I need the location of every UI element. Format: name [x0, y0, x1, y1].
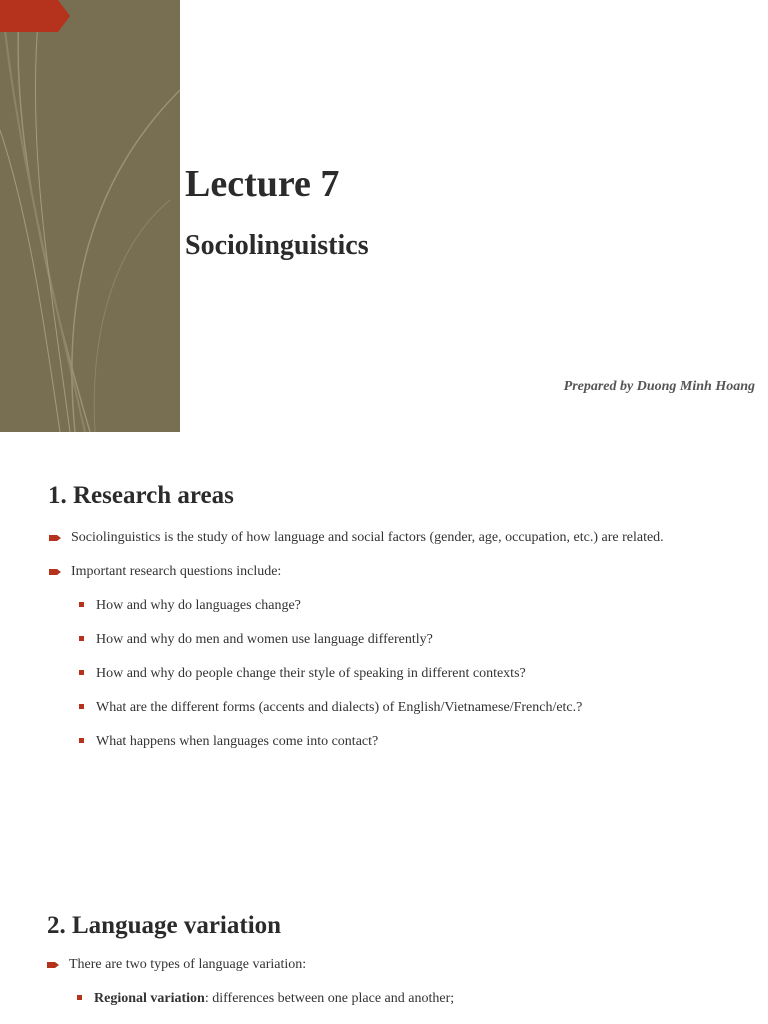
square-bullet-icon [79, 670, 84, 675]
definition-text: : differences between one place and another; [204, 991, 455, 1006]
square-bullet-icon [79, 602, 84, 607]
bullet-item [69, 957, 306, 973]
sub-bullet-text: How and why do languages change? [96, 598, 301, 613]
lecture-subtitle: Sociolinguistics [185, 230, 369, 261]
author-credit: Prepared by Duong Minh Hoang [563, 379, 755, 394]
sub-bullet-item [96, 700, 582, 716]
section-heading: 2. Language variation [47, 912, 282, 939]
sub-bullet-item [96, 632, 433, 648]
red-arrow-tab-icon [0, 0, 70, 32]
decorative-side-panel [0, 0, 180, 432]
sub-bullet-item [96, 734, 378, 750]
lecture-title: Lecture 7 [185, 163, 340, 205]
research-areas-slide [0, 432, 768, 864]
term-text: Regional variation [94, 991, 205, 1006]
sub-bullet-text: How and why do people change their style of speaking in different contexts? [96, 666, 526, 681]
square-bullet-icon [79, 738, 84, 743]
sub-bullet-item [94, 991, 454, 1007]
language-variation-slide [0, 864, 768, 1024]
arrow-bullet-icon [47, 961, 59, 969]
title-slide [0, 0, 768, 432]
sub-bullet-item [96, 666, 526, 682]
bullet-text: Sociolinguistics is the study of how language and social factors (gender, age, occupation, etc.) are related. [71, 530, 664, 545]
square-bullet-icon [79, 704, 84, 709]
bullet-item [71, 564, 281, 580]
decorative-curves-icon [0, 0, 180, 432]
section-heading: 1. Research areas [48, 482, 234, 509]
arrow-bullet-icon [49, 568, 61, 576]
sub-bullet-text: What are the different forms (accents and dialects) of English/Vietnamese/French/etc.? [96, 700, 583, 715]
square-bullet-icon [77, 995, 82, 1000]
bullet-text: There are two types of language variation: [69, 957, 307, 972]
bullet-text: Important research questions include: [71, 564, 282, 579]
arrow-bullet-icon [49, 534, 61, 542]
sub-bullet-item [96, 598, 301, 614]
bullet-item [71, 530, 664, 546]
sub-bullet-text: What happens when languages come into contact? [96, 734, 379, 749]
sub-bullet-text: How and why do men and women use language differently? [96, 632, 433, 647]
square-bullet-icon [79, 636, 84, 641]
